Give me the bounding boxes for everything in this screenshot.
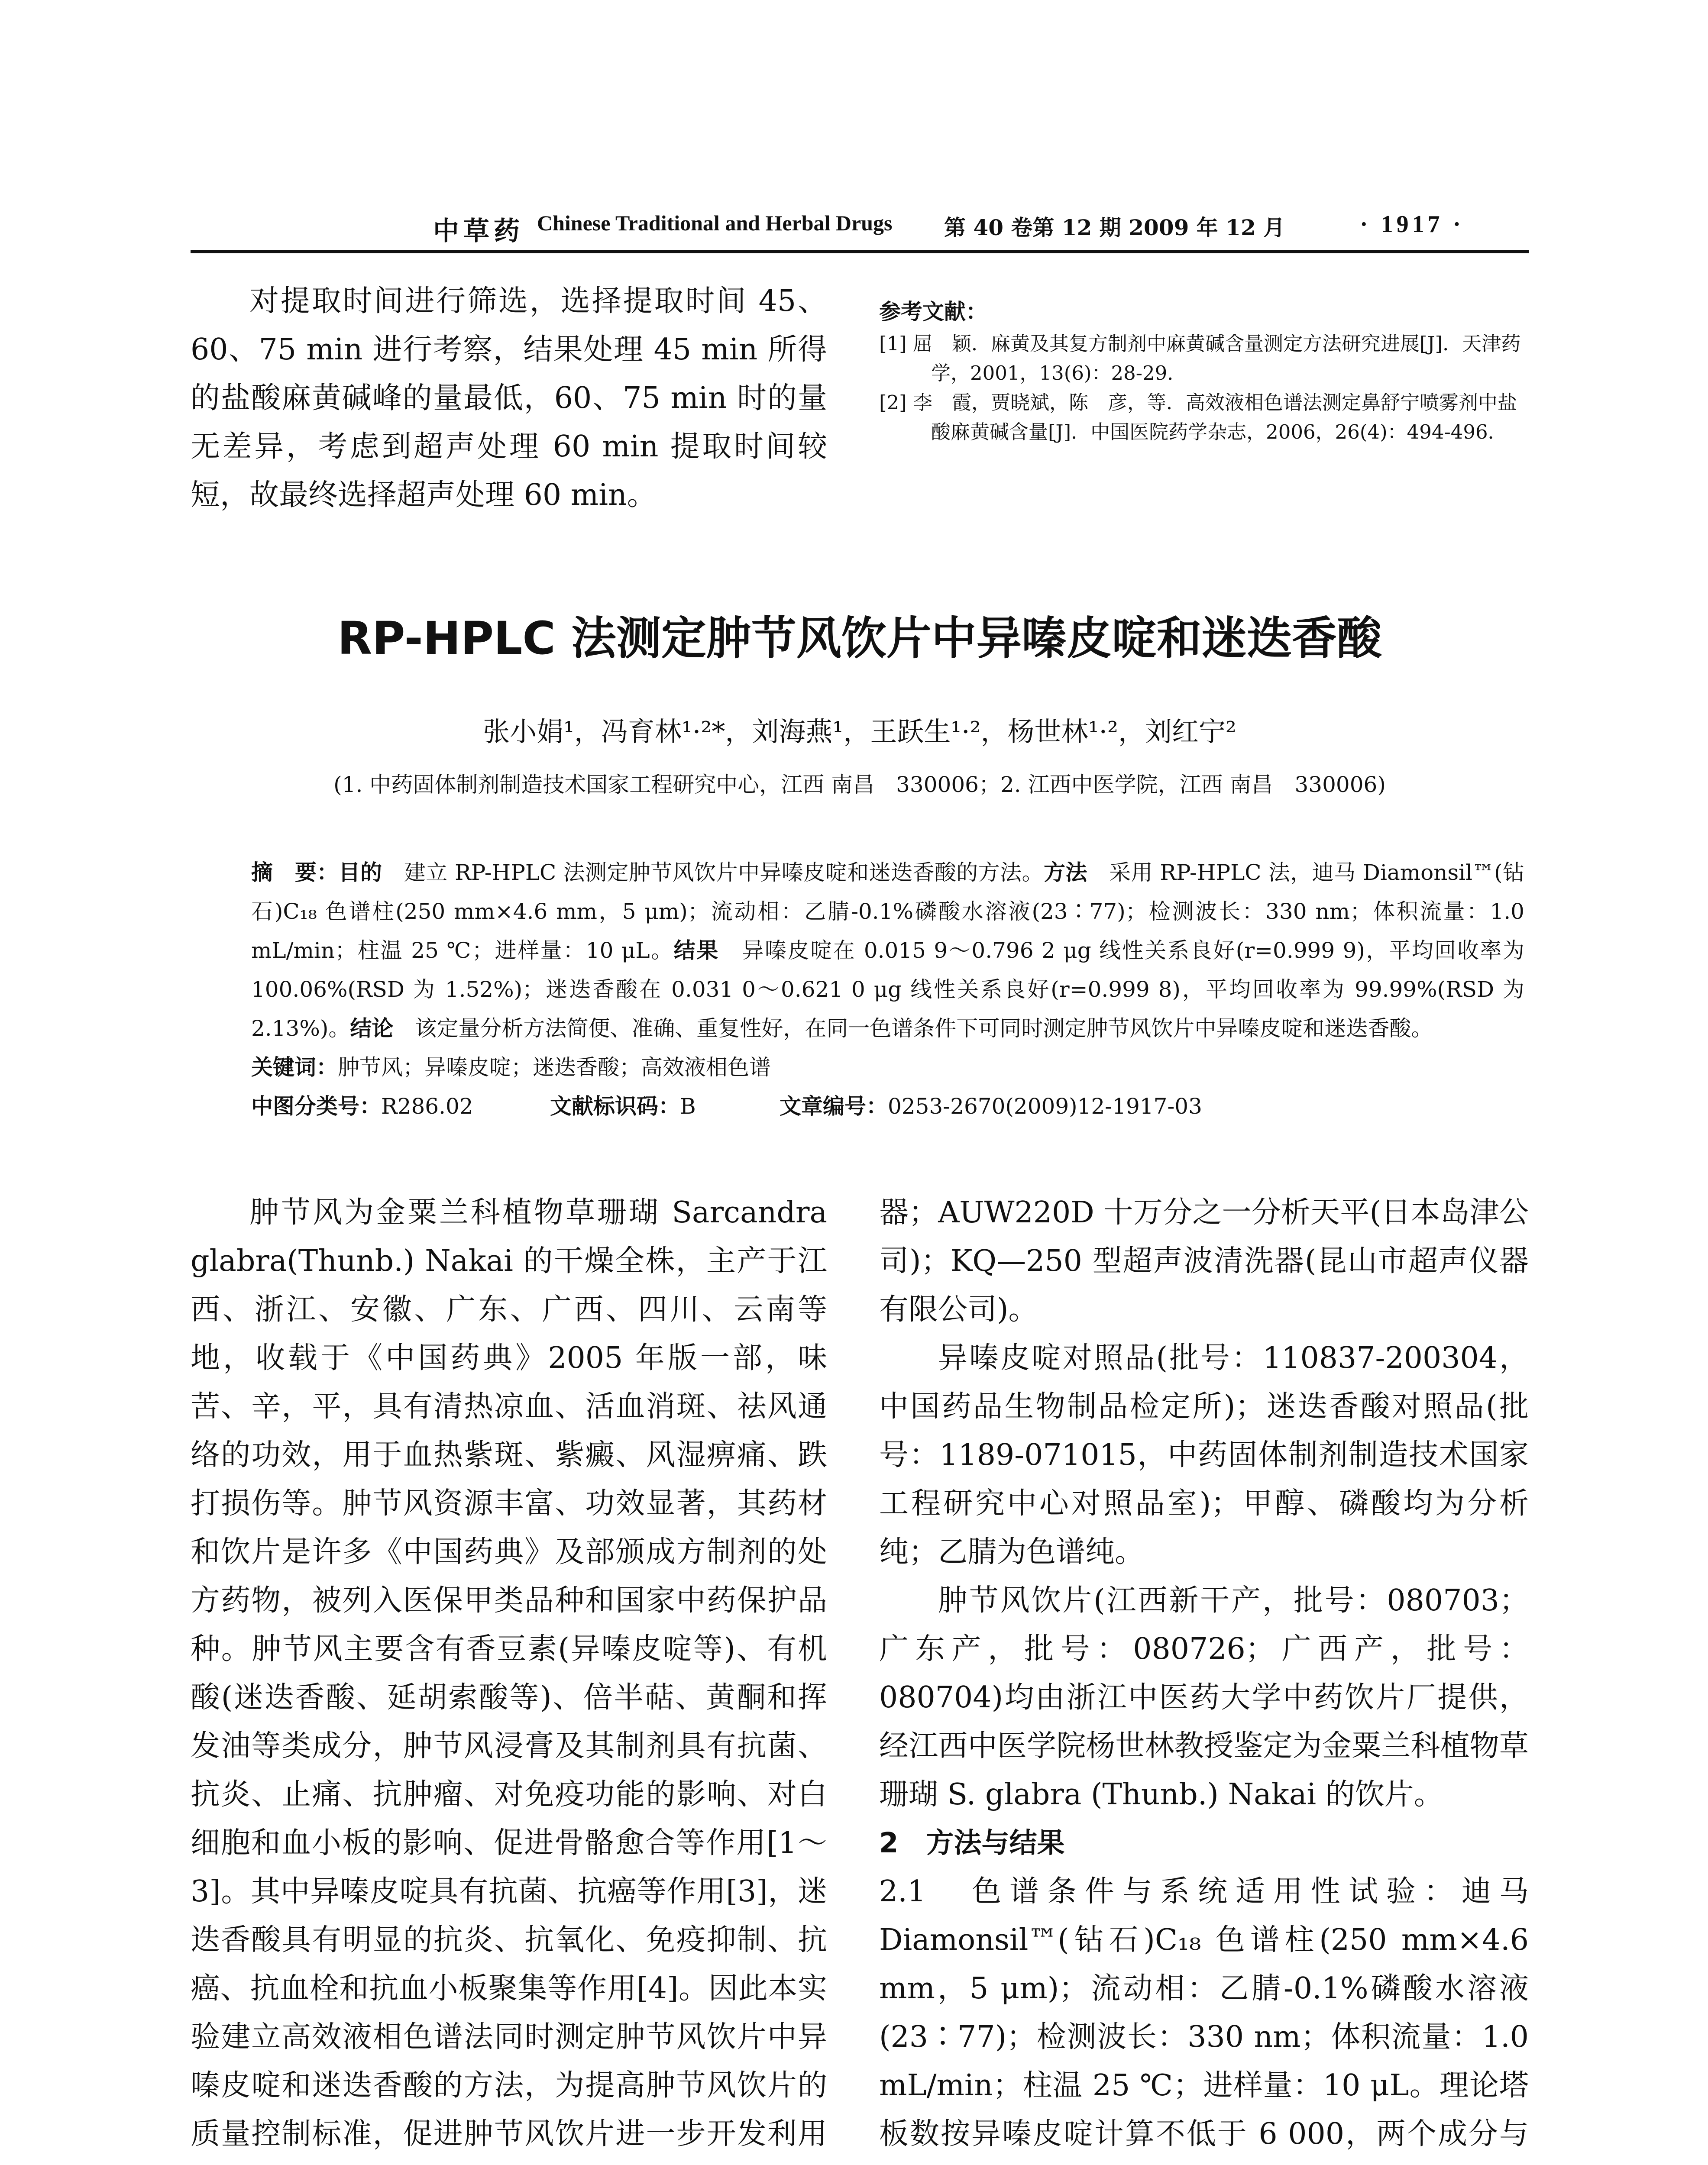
section-2-1-paragraph: 2.1 色谱条件与系统适用性试验：迪马 Diamonsil™(钻石)C₁₈ 色谱柱(250 mm×4.6 mm，5 μm)；流动相：乙腈-0.1%磷酸水溶液(23∶77)；检测波长：330 nm；体积流量：1.0 mL/min；柱温 25 ℃；进样量：10 μL。理论塔板数按异嗪皮啶计算不低于 6 000，两个成分与 [879,1874,1529,2151]
journal-cn-name: 中草药 [433,216,524,246]
conclusion-text: 该定量分析方法简便、准确、重复性好，在同一色谱条件下可同时测定肿节风饮片中异嗪皮啶和迷迭香酸。 [415,1016,1433,1041]
article-affiliations: (1. 中药固体制剂制造技术国家工程研究中心，江西 南昌 330006；2. 江西中医学院，江西 南昌 330006) [333,772,1386,797]
conclusion-label: 结论 [350,1015,394,1041]
article-no-label: 文章编号： [780,1093,888,1119]
reference-standards-paragraph: 异嗪皮啶对照品(批号：110837-200304，中国药品生物制品检定所)；迷迭香酸对照品(批号：1189-071015，中药固体制剂制造技术国家工程研究中心对照品室)；甲醇、磷酸均为分析纯；乙腈为色谱纯。 [879,1341,1529,1569]
doc-code-value: B [680,1094,696,1119]
journal-en-name: Chinese Traditional and Herbal Drugs [537,211,893,235]
clc-value: R286.02 [381,1094,473,1119]
running-header [191,203,1529,250]
previous-article-text [191,277,827,520]
doc-code-label: 文献标识码： [550,1093,680,1119]
references-title: 参考文献： [879,299,987,324]
abstract-label: 摘 要： [251,860,339,885]
journal-issue: 第 40 卷第 12 期 2009 年 12 月 [944,215,1285,240]
samples-paragraph: 肿节风饮片(江西新干产，批号：080703；广东产，批号：080726；广西产，批号：080704)均由浙江中医药大学中药饮片厂提供，经江西中医学院杨世林教授鉴定为金粟兰科植物草珊瑚 S. glabra (Thunb.) Nakai 的饮片。 [879,1583,1529,1812]
article-no-value: 0253-2670(2009)12-1917-03 [888,1094,1202,1119]
references [879,294,1529,447]
method-label: 方法 [1043,860,1087,885]
reference-item: [2] 李 霞，贾晓斌，陈 彦，等．高效液相色谱法测定鼻舒宁喷雾剂中盐酸麻黄碱含量[J]．中国医院药学杂志，2006，26(4)：494-496． [879,391,1517,443]
result-label: 结果 [673,937,719,963]
article-title: RP-HPLC 法测定肿节风饮片中异嗪皮啶和迷迭香酸 [337,612,1382,665]
reference-item: [1] 屈 颖．麻黄及其复方制剂中麻黄碱含量测定方法研究进展[J]．天津药学，2001，13(6)：28-29． [879,332,1521,385]
previous-paragraph: 对提取时间进行筛选，选择提取时间 45、60、75 min 进行考察，结果处理 45 min 所得的盐酸麻黄碱峰的量最低，60、75 min 时的量无差异，考虑到超声处理 60 min 提取时间较短，故最终选择超声处理 60 min。 [191,284,827,512]
purpose-label: 目的 [338,860,382,885]
keywords-line [251,1048,1524,1087]
result-text: 异嗪皮啶在 0.015 9～0.796 2 μg 线性关系良好(r=0.999 9)，平均回收率为 100.06%(RSD 为 1.52%)；迷迭香酸在 0.031 0～0.621 0 μg 线性关系良好(r=0.999 8)，平均回收率为 99.99%(RSD 为 2.13%)。 [251,938,1525,1041]
purpose-text: 建立 RP-HPLC 法测定肿节风饮片中异嗪皮啶和迷迭香酸的方法。 [404,860,1044,885]
page-number: · 1917 · [1360,211,1465,238]
intro-paragraph: 肿节风为金粟兰科植物草珊瑚 Sarcandra glabra(Thunb.) Nakai 的干燥全株，主产于江西、浙江、安徽、广东、广西、四川、云南等地，收载于《中国药典》2005 年版一部，味苦、辛，平，具有清热凉血、活血消斑、祛风通络的功效，用于血热紫斑、紫癜、风湿痹痛、跌打损伤等。肿节风资源丰富、功效显著，其药材和饮片是许多《中国药典》及部颁成方制剂的处方药物，被列入医保甲类品种和国家中药保护品种。肿节风主要含有香豆素(异嗪皮啶等)、有机酸(迷迭香酸、延胡索酸等)、倍半萜、黄酮和挥发油等类成分，肿节风浸膏及其制剂具有抗菌、抗炎、止痛、抗肿瘤、对免疫功能的影响、对白细胞和血小板的影响、促进骨骼愈合等作用[1～3]。其中异嗪皮啶具有抗菌、抗癌等作用[3]，迷迭香酸具有明显的抗炎、抗氧化、免疫抑制、抗癌、抗血栓和抗血小板聚集等作用[4]。因此本实验建立高效液相色谱法同时测定肿节风饮片中异嗪皮啶和迷迭香酸的方法，为提高肿节风饮片的质量控制标准，促进肿节风饮片进一步开发利用 [191,1196,827,2151]
method-text: 采用 RP-HPLC 法，迪马 Diamonsil™(钻石)C₁₈ 色谱柱(250 mm×4.6 mm，5 μm)；流动相：乙腈-0.1%磷酸水溶液(23∶77)；检测波长：330 nm；体积流量：1.0 mL/min；柱温 25 ℃；进样量：10 μL。 [251,860,1525,963]
clc-label: 中图分类号： [251,1093,381,1119]
body-right-column [879,1189,1529,2165]
classification-line [251,1087,1524,1126]
header-rule [191,250,1529,253]
body-left-column [191,1189,827,2165]
abstract-body [251,853,1524,1048]
keywords-text: 肿节风；异嗪皮啶；迷迭香酸；高效液相色谱 [338,1055,771,1080]
keywords-label: 关键词： [251,1054,338,1080]
abstract [251,853,1524,1126]
article-authors: 张小娟¹，冯育林¹·²*，刘海燕¹，王跃生¹·²，杨世林¹·²，刘红宁² [483,716,1236,747]
section-2-heading: 2 方法与结果 [879,1827,1065,1859]
instruments-paragraph: 器；AUW220D 十万分之一分析天平(日本岛津公司)；KQ—250 型超声波清洗器(昆山市超声仪器有限公司)。 [879,1196,1529,1327]
